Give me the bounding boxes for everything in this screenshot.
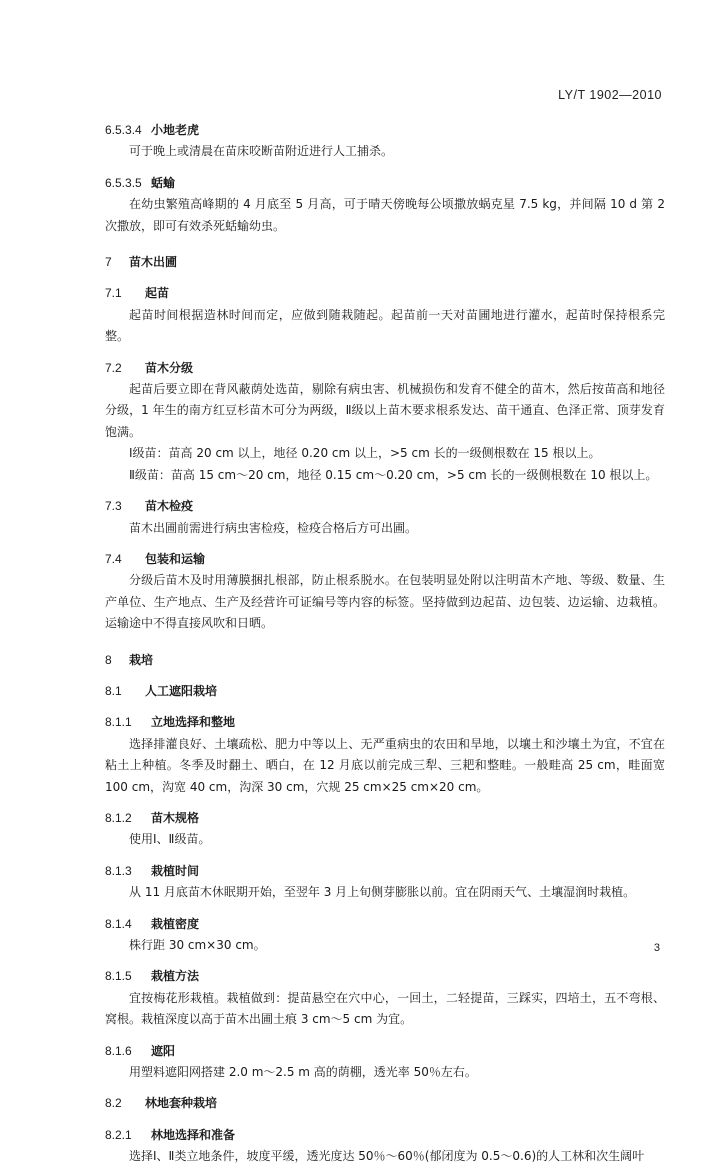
- section-heading: [105, 173, 665, 194]
- heading-title: 人工遮阳栽培: [145, 683, 218, 698]
- heading-title: 苗木出圃: [129, 255, 178, 270]
- heading-number: 8.1: [105, 683, 122, 698]
- heading-title: 立地选择和整地: [151, 715, 236, 730]
- heading-number: 8: [105, 652, 112, 667]
- heading-title: 栽培: [129, 652, 154, 667]
- heading-number: 8.1.5: [105, 969, 132, 984]
- section-heading: [105, 358, 665, 379]
- section-heading: [105, 549, 665, 570]
- heading-number: 8.1.1: [105, 715, 132, 730]
- section-heading: [105, 808, 665, 829]
- paragraph: 宜按梅花形栽植。栽植做到：提苗悬空在穴中心，一回土，二轻提苗，三踩实，四培土，五不弯根、窝根。栽植深度以高于苗木出圃土痕 3 cm～5 cm 为宜。: [105, 990, 665, 1027]
- heading-number: 8.1.3: [105, 863, 132, 878]
- document-body: [105, 120, 665, 1168]
- heading-number: 7.3: [105, 499, 122, 514]
- heading-number: 6.5.3.4: [105, 123, 142, 137]
- heading-title: 林地选择和准备: [151, 1127, 236, 1142]
- paragraph: 在幼虫繁殖高峰期的 4 月底至 5 月高，可于晴天傍晚每公顷撒放蜗克星 7.5 kg，并间隔 10 d 第 2 次撒放，即可有效杀死蛞蝓幼虫。: [105, 197, 665, 233]
- heading-number: 7.4: [105, 551, 122, 566]
- heading-number: 8.2.1: [105, 1127, 132, 1142]
- section-heading: [105, 712, 665, 733]
- heading-number: 8.2: [105, 1096, 122, 1111]
- heading-number: 7.2: [105, 360, 122, 375]
- heading-title: 苗木分级: [145, 360, 194, 375]
- heading-title: 起苗: [145, 286, 170, 301]
- section-heading: [105, 496, 665, 517]
- heading-title: 小地老虎: [151, 123, 200, 137]
- paragraph: 起苗后要立即在背风蔽荫处选苗，剔除有病虫害、机械损伤和发育不健全的苗木，然后按苗高和地径分级，1 年生的南方红豆杉苗木可分为两级，Ⅱ级以上苗木要求根系发达、苗干通直、色泽正常、顶芽发育饱满。: [105, 382, 665, 439]
- heading-number: 8.1.6: [105, 1043, 132, 1058]
- heading-title: 苗木规格: [151, 810, 200, 825]
- paragraph: 使用Ⅰ、Ⅱ级苗。: [129, 832, 211, 847]
- heading-title: 栽植方法: [151, 969, 200, 984]
- chapter-heading: [105, 252, 665, 273]
- paragraph: 从 11 月底苗木休眠期开始，至翌年 3 月上旬侧芽膨胀以前。宜在阴雨天气、土壤湿润时栽植。: [129, 885, 636, 900]
- section-heading: [105, 1125, 665, 1146]
- paragraph: Ⅰ级苗：苗高 20 cm 以上，地径 0.20 cm 以上，>5 cm 长的一级侧根数在 15 根以上。: [129, 446, 601, 461]
- heading-title: 包装和运输: [145, 551, 206, 566]
- chapter-heading: [105, 650, 665, 671]
- heading-title: 林地套种栽培: [145, 1096, 218, 1111]
- section-heading: [105, 681, 665, 702]
- paragraph: 选择排灌良好、土壤疏松、肥力中等以上、无严重病虫的农田和旱地，以壤土和沙壤土为宜，不宜在粘土上种植。冬季及时翻土、晒白，在 12 月底以前完成三犁、三耙和整畦。一般畦高 25 cm，畦面宽 100 cm，沟宽 40 cm，沟深 30 cm，穴规 25 cm×25 cm×20 cm。: [105, 736, 665, 794]
- section-heading: [105, 120, 665, 141]
- section-heading: [105, 966, 665, 987]
- paragraph: Ⅱ级苗：苗高 15 cm～20 cm，地径 0.15 cm～0.20 cm，>5 cm 长的一级侧根数在 10 根以上。: [129, 467, 658, 482]
- heading-number: 8.1.2: [105, 810, 132, 825]
- paragraph: 可于晚上或清晨在苗床咬断苗附近进行人工捕杀。: [129, 144, 394, 159]
- standard-code-header: LY/T 1902—2010: [558, 88, 662, 102]
- heading-number: 8.1.4: [105, 916, 132, 931]
- section-heading: [105, 283, 665, 304]
- paragraph: 苗木出圃前需进行病虫害检疫，检疫合格后方可出圃。: [129, 520, 418, 535]
- paragraph: 起苗时间根据造林时间而定，应做到随栽随起。起苗前一天对苗圃地进行灌水，起苗时保持根系完整。: [105, 307, 665, 344]
- paragraph: 株行距 30 cm×30 cm。: [129, 938, 266, 952]
- heading-title: 苗木检疫: [145, 499, 194, 514]
- paragraph: 选择Ⅰ、Ⅱ类立地条件，坡度平缓，透光度达 50％～60％(郁闭度为 0.5～0.6)的人工林和次生阔叶: [129, 1149, 645, 1164]
- section-heading: [105, 861, 665, 882]
- section-heading: [105, 1093, 665, 1114]
- paragraph: 用塑料遮阳网搭建 2.0 m～2.5 m 高的荫棚，透光率 50％左右。: [129, 1065, 477, 1080]
- heading-number: 7: [105, 255, 112, 270]
- paragraph: 分级后苗木及时用薄膜捆扎根部，防止根系脱水。在包装明显处附以注明苗木产地、等级、数量、生产单位、生产地点、生产及经营许可证编号等内容的标签。坚持做到边起苗、边包装、边运输、边栽植。运输途中不得直接风吹和日晒。: [105, 573, 665, 631]
- heading-number: 6.5.3.5: [105, 175, 142, 190]
- heading-title: 栽植时间: [151, 863, 200, 878]
- heading-number: 7.1: [105, 286, 122, 301]
- section-heading: [105, 1041, 665, 1062]
- page-number: 3: [653, 942, 660, 954]
- heading-title: 蛞蝓: [151, 175, 176, 190]
- section-heading: [105, 914, 665, 935]
- heading-title: 栽植密度: [151, 916, 200, 931]
- heading-title: 遮阳: [151, 1043, 176, 1058]
